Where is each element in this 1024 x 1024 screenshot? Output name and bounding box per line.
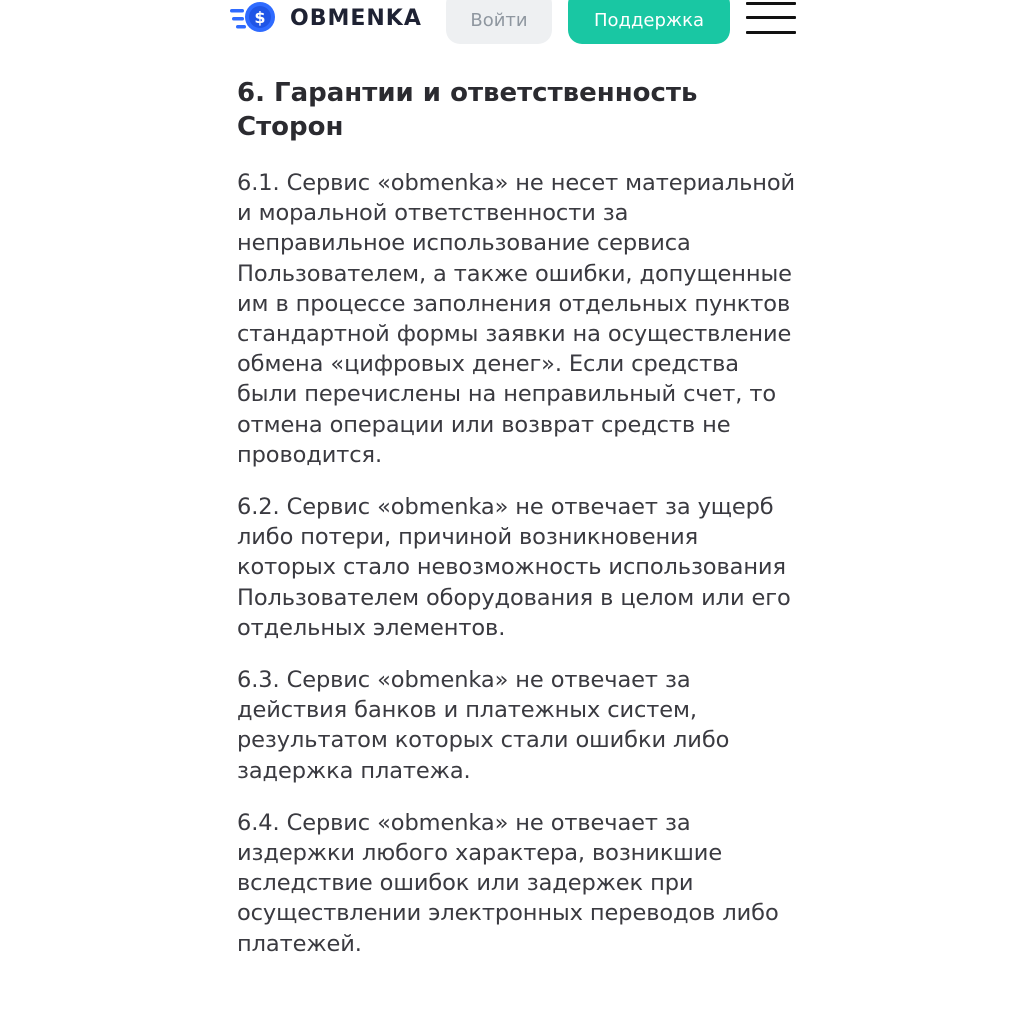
paragraph-6-4: 6.4. Сервис «obmenka» не отвечает за издержки любого характера, возникшие вследствие ошибок или задержек при осуществлении электронных переводов либо платежей. (237, 809, 779, 957)
menu-line (746, 16, 796, 19)
menu-line (746, 31, 796, 34)
section-title: 6. Гарантии и ответственность Сторон (237, 78, 698, 142)
site-header (0, 0, 1024, 48)
svg-text:$: $ (254, 8, 266, 27)
logo[interactable] (228, 0, 422, 36)
paragraph-6-3: 6.3. Сервис «obmenka» не отвечает за действия банков и платежных систем, результатом которых стали ошибки либо задержка платежа. (237, 667, 730, 784)
menu-line (746, 2, 796, 5)
dollar-coin-icon (228, 0, 280, 36)
paragraph-6-1: 6.1. Сервис «obmenka» не несет материальной и моральной ответственности за неправильное использование сервиса Пользователем, а также ошибки, допущенные им в процессе заполнения отдельных пунктов стандартной формы заявки на осуществление обмена «цифровых денег». Если средства были перечислены на неправильный счет, то отмена операции или возврат средств не проводится. (237, 170, 796, 468)
hamburger-menu-icon[interactable] (746, 2, 798, 36)
support-button[interactable]: Поддержка (568, 0, 730, 44)
paragraph-6-2: 6.2. Сервис «obmenka» не отвечает за ущерб либо потери, причиной возникновения которых стало невозможность использования Пользователем оборудования в целом или его отдельных элементов. (237, 494, 791, 641)
login-button[interactable]: Войти (446, 0, 552, 44)
logo-text: OBMENKA (290, 5, 422, 31)
terms-section (237, 76, 797, 981)
